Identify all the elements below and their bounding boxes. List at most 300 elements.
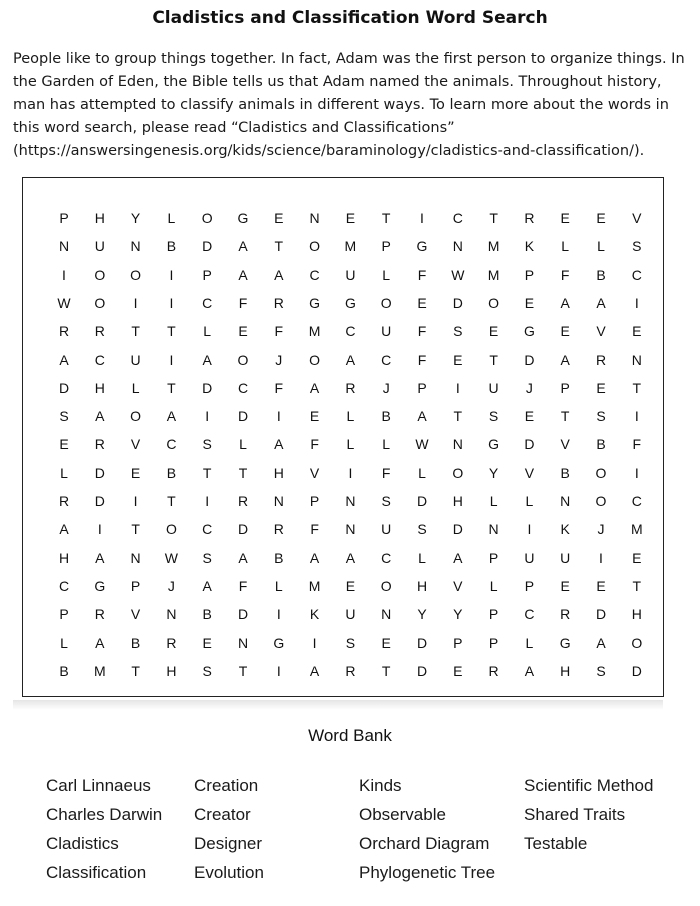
grid-letter[interactable]: D [202,238,213,255]
grid-letter[interactable]: P [130,577,141,594]
grid-letter[interactable]: J [167,577,175,594]
word-bank-item: Orchard Diagram [359,834,490,853]
grid-letter[interactable]: S [202,662,212,679]
grid-letter[interactable]: F [417,351,427,368]
grid-letter[interactable]: N [237,634,249,651]
grid-letter[interactable]: D [237,521,249,538]
grid-letter[interactable]: Y [453,606,463,623]
grid-letter[interactable]: L [60,634,68,651]
grid-letter[interactable]: A [560,294,570,311]
word-bank-item: Charles Darwin [46,805,163,824]
grid-letter[interactable]: T [453,408,463,425]
grid-letter[interactable]: P [309,493,320,509]
grid-letter[interactable]: J [525,379,533,396]
word-bank-item: Evolution [194,863,264,882]
grid-letter[interactable]: S [596,662,606,679]
grid-letter[interactable]: C [524,606,535,623]
grid-letter[interactable]: R [488,662,499,679]
grid-letter[interactable]: I [133,493,138,509]
grid-letter[interactable]: R [166,634,177,651]
grid-letter[interactable]: D [416,493,428,509]
grid-letter[interactable]: B [381,408,391,425]
grid-letter[interactable]: O [595,464,607,481]
grid-letter[interactable]: V [632,210,642,226]
grid-letter[interactable]: V [596,323,606,340]
grid-letter[interactable]: V [130,436,141,453]
grid-letter[interactable]: Y [488,464,499,481]
grid-letter[interactable]: E [274,210,284,226]
grid-letter[interactable]: W [57,294,71,311]
grid-letter[interactable]: L [418,549,426,566]
grid-letter[interactable]: U [524,549,535,566]
grid-letter[interactable]: C [237,379,249,396]
grid-letter[interactable]: A [59,351,69,368]
grid-letter[interactable]: P [59,210,69,226]
grid-letter[interactable]: F [632,436,642,453]
grid-letter[interactable]: O [380,577,392,594]
grid-letter[interactable]: L [382,266,391,283]
grid-letter[interactable]: G [416,238,428,255]
grid-letter[interactable]: B [130,634,141,651]
grid-letter[interactable]: P [488,634,499,651]
grid-letter[interactable]: V [309,464,320,481]
grid-letter[interactable]: L [382,436,391,453]
grid-letter[interactable]: D [94,464,105,481]
grid-letter[interactable]: I [205,493,210,509]
word-search-grid [22,177,664,697]
grid-letter[interactable]: C [94,351,105,368]
grid-letter[interactable]: T [381,662,391,679]
grid-letter[interactable]: I [634,408,639,425]
grid-letter[interactable]: A [417,408,427,425]
grid-letter[interactable]: T [238,662,248,679]
grid-letter[interactable]: E [632,549,642,566]
grid-letter[interactable]: P [488,549,499,566]
grid-letter[interactable]: B [596,266,606,283]
grid-letter[interactable]: V [130,606,141,623]
grid-letter[interactable]: A [345,549,356,566]
grid-letter[interactable]: U [560,549,571,566]
grid-letter[interactable]: G [559,634,571,651]
grid-letter[interactable]: S [453,323,463,340]
grid-letter[interactable]: N [166,606,177,623]
grid-letter[interactable]: R [94,436,105,453]
grid-letter[interactable]: F [238,577,248,594]
grid-letter[interactable]: R [94,606,105,623]
grid-letter[interactable]: A [274,436,284,453]
grid-letter[interactable]: T [167,323,176,340]
grid-letter[interactable]: A [309,549,320,566]
grid-letter[interactable]: G [237,210,249,226]
grid-letter[interactable]: C [381,351,392,368]
grid-letter[interactable]: L [131,379,140,396]
grid-letter[interactable]: B [59,662,69,679]
word-bank-item: Kinds [359,776,402,795]
grid-letter[interactable]: R [94,323,105,340]
grid-letter[interactable]: W [415,436,429,453]
grid-letter[interactable]: H [166,662,177,679]
grid-letter[interactable]: D [631,662,642,679]
grid-letter[interactable]: F [274,323,284,340]
grid-letter[interactable]: H [94,210,105,226]
grid-letter[interactable]: U [381,323,392,340]
grid-letter[interactable]: G [344,294,356,311]
grid-letter[interactable]: S [381,493,391,509]
grid-letter[interactable]: O [595,493,607,509]
grid-letter[interactable]: N [345,521,356,538]
grid-letter[interactable]: L [60,464,68,481]
grid-letter[interactable]: U [345,266,356,283]
grid-letter[interactable]: I [62,266,66,283]
grid-letter[interactable]: D [58,379,70,396]
word-bank-item: Phylogenetic Tree [359,863,496,882]
grid-letter[interactable]: T [131,662,140,679]
grid-letter[interactable]: A [238,238,248,255]
grid-letter[interactable]: L [489,493,498,509]
grid-letter[interactable]: O [201,210,213,226]
grid-letter[interactable]: F [310,521,319,538]
grid-letter[interactable]: A [309,379,320,396]
grid-letter[interactable]: H [273,464,284,481]
grid-letter[interactable]: A [95,408,105,425]
grid-letter[interactable]: H [452,493,463,509]
grid-letter[interactable]: O [488,294,500,311]
grid-letter[interactable]: G [523,323,535,340]
grid-letter[interactable]: U [130,351,141,368]
grid-letter[interactable]: F [381,464,391,481]
grid-letter[interactable]: C [166,436,177,453]
grid-letter[interactable]: A [95,634,105,651]
grid-letter[interactable]: E [130,464,141,481]
grid-letter[interactable]: E [560,323,570,340]
grid-letter[interactable]: L [346,436,355,453]
grid-letter[interactable]: K [309,606,320,623]
grid-letter[interactable]: I [420,210,424,226]
grid-letter[interactable]: A [560,351,570,368]
grid-letter[interactable]: V [524,464,535,481]
grid-letter[interactable]: O [452,464,464,481]
grid-letter[interactable]: C [631,266,642,283]
grid-letter[interactable]: E [453,662,463,679]
grid-letter[interactable]: R [595,351,607,368]
grid-letter[interactable]: N [273,493,284,509]
grid-letter[interactable]: G [94,577,106,594]
grid-letter[interactable]: R [524,210,535,226]
grid-letter[interactable]: I [276,606,281,623]
grid-letter[interactable]: C [345,323,356,340]
grid-letter[interactable]: E [560,577,570,594]
grid-letter[interactable]: A [345,351,356,368]
grid-letter[interactable]: V [453,577,463,594]
grid-letter[interactable]: R [273,521,284,538]
grid-letter[interactable]: H [560,662,571,679]
grid-letter[interactable]: E [381,634,391,651]
grid-letter[interactable]: D [595,606,607,623]
grid-letter[interactable]: L [274,577,283,594]
grid-letter[interactable]: O [380,294,392,311]
grid-letter[interactable]: C [309,266,320,283]
grid-letter[interactable]: N [560,493,571,509]
word-bank-item: Testable [524,834,588,853]
grid-letter[interactable]: E [453,351,463,368]
grid-letter[interactable]: D [452,294,463,311]
grid-letter[interactable]: L [418,464,426,481]
grid-letter[interactable]: T [131,323,140,340]
grid-letter[interactable]: I [599,549,603,566]
grid-letter[interactable]: E [524,294,535,311]
grid-letter[interactable]: M [344,238,357,255]
grid-letter[interactable]: B [166,464,177,481]
grid-letter[interactable]: D [94,493,105,509]
grid-letter[interactable]: P [524,577,535,594]
grid-letter[interactable]: C [58,577,70,594]
grid-letter[interactable]: D [524,351,535,368]
grid-letter[interactable]: D [524,436,535,453]
grid-letter[interactable]: C [452,210,463,226]
grid-letter[interactable]: E [345,577,356,594]
grid-letter[interactable]: D [452,521,463,538]
grid-letter[interactable]: O [165,521,177,538]
grid-letter[interactable]: T [489,210,498,226]
grid-letter[interactable]: A [202,577,212,594]
grid-letter[interactable]: R [237,493,249,509]
word-bank-item: Classification [46,863,147,882]
grid-letter[interactable]: P [488,606,499,623]
grid-letter[interactable]: A [596,634,606,651]
grid-letter[interactable]: S [417,521,427,538]
grid-letter[interactable]: C [631,493,642,509]
grid-letter[interactable]: P [524,266,535,283]
grid-letter[interactable]: T [167,379,176,396]
grid-letter[interactable]: Y [417,606,427,623]
grid-letter[interactable]: U [345,606,356,623]
grid-letter[interactable]: G [309,294,321,311]
grid-letter[interactable]: F [417,323,427,340]
grid-letter[interactable]: O [130,266,142,283]
grid-letter[interactable]: O [94,266,106,283]
grid-letter[interactable]: P [417,379,427,396]
grid-letter[interactable]: E [632,323,642,340]
grid-letter[interactable]: R [273,294,284,311]
grid-letter[interactable]: W [451,266,465,283]
grid-letter[interactable]: I [169,294,174,311]
grid-letter[interactable]: N [452,238,463,255]
grid-letter[interactable]: C [381,549,392,566]
grid-letter[interactable]: B [596,436,606,453]
grid-letter[interactable]: T [131,521,140,538]
grid-letter[interactable]: J [597,521,605,538]
grid-letter[interactable]: B [166,238,177,255]
grid-letter[interactable]: G [273,634,285,651]
grid-letter[interactable]: L [346,408,355,425]
grid-letter[interactable]: N [381,606,392,623]
grid-letter[interactable]: N [452,436,463,453]
grid-letter[interactable]: D [416,634,428,651]
grid-letter[interactable]: U [381,521,392,538]
grid-letter[interactable]: R [345,662,356,679]
grid-letter[interactable]: E [596,210,606,226]
grid-letter[interactable]: B [202,606,212,623]
grid-letter[interactable]: T [632,577,642,594]
grid-letter[interactable]: A [274,266,284,283]
grid-letter[interactable]: O [94,294,106,311]
grid-letter[interactable]: W [164,549,178,566]
grid-letter[interactable]: R [345,379,356,396]
grid-letter[interactable]: A [202,351,212,368]
grid-letter[interactable]: F [310,436,319,453]
grid-letter[interactable]: M [630,521,643,538]
grid-letter[interactable]: A [309,662,320,679]
grid-letter[interactable]: N [345,493,356,509]
grid-letter[interactable]: R [58,323,70,340]
grid-letter[interactable]: N [130,238,141,255]
grid-letter[interactable]: N [631,351,642,368]
letter-grid [23,178,663,696]
grid-letter[interactable]: M [308,577,321,594]
grid-letter[interactable]: E [596,379,606,396]
grid-letter[interactable]: T [202,464,212,481]
grid-letter[interactable]: C [202,521,213,538]
grid-letter[interactable]: T [238,464,248,481]
grid-letter[interactable]: M [308,323,321,340]
grid-letter[interactable]: P [453,634,463,651]
grid-letter[interactable]: O [130,408,142,425]
grid-letter[interactable]: A [238,266,248,283]
grid-letter[interactable]: I [169,266,174,283]
grid-letter[interactable]: H [416,577,428,594]
grid-letter[interactable]: L [167,210,176,226]
grid-letter[interactable]: L [203,323,212,340]
grid-letter[interactable]: T [560,408,570,425]
grid-letter[interactable]: J [382,379,390,396]
grid-letter[interactable]: Y [130,210,141,226]
grid-letter[interactable]: I [634,464,639,481]
grid-letter[interactable]: O [309,351,321,368]
grid-letter[interactable]: O [631,634,643,651]
grid-letter[interactable]: T [632,379,642,396]
grid-letter[interactable]: A [95,549,105,566]
grid-letter[interactable]: S [345,634,356,651]
grid-letter[interactable]: M [487,238,500,255]
grid-letter[interactable]: T [381,210,391,226]
grid-letter[interactable]: L [597,238,605,255]
grid-letter[interactable]: O [237,351,249,368]
grid-letter[interactable]: G [488,436,500,453]
grid-letter[interactable]: M [487,266,500,283]
grid-letter[interactable]: A [524,662,535,679]
grid-letter[interactable]: T [489,351,498,368]
grid-letter[interactable]: L [239,436,247,453]
grid-letter[interactable]: I [97,521,102,538]
grid-letter[interactable]: A [453,549,463,566]
grid-letter[interactable]: K [560,521,570,538]
grid-letter[interactable]: S [202,436,212,453]
grid-letter[interactable]: P [202,266,212,283]
grid-letter[interactable]: D [416,662,428,679]
grid-letter[interactable]: I [634,294,639,311]
grid-letter[interactable]: S [596,408,606,425]
grid-letter[interactable]: F [417,266,427,283]
word-bank-item: Creator [194,805,251,824]
grid-letter[interactable]: A [59,521,69,538]
grid-letter[interactable]: F [560,266,570,283]
grid-letter[interactable]: R [560,606,571,623]
grid-letter[interactable]: F [274,379,284,396]
grid-letter[interactable]: U [488,379,499,396]
grid-letter[interactable]: F [238,294,248,311]
grid-letter[interactable]: I [169,351,174,368]
grid-letter[interactable]: E [59,436,69,453]
word-bank-item: Carl Linnaeus [46,776,151,795]
grid-letter[interactable]: J [275,351,283,368]
grid-letter[interactable]: I [276,408,281,425]
grid-letter[interactable]: M [93,662,106,679]
grid-letter[interactable]: E [238,323,248,340]
grid-letter[interactable]: H [631,606,642,623]
grid-letter[interactable]: L [525,493,534,509]
grid-letter[interactable]: I [348,464,353,481]
grid-letter[interactable]: N [58,238,70,255]
grid-letter[interactable]: E [524,408,535,425]
grid-letter[interactable]: S [632,238,642,255]
grid-letter[interactable]: B [560,464,570,481]
grid-letter[interactable]: O [309,238,321,255]
grid-letter[interactable]: I [133,294,138,311]
grid-letter[interactable]: N [488,521,499,538]
grid-letter[interactable]: E [560,210,570,226]
grid-letter[interactable]: N [309,210,320,226]
grid-letter[interactable]: H [94,379,105,396]
grid-letter[interactable]: D [202,379,213,396]
grid-letter[interactable]: N [130,549,141,566]
grid-letter[interactable]: L [525,634,534,651]
grid-letter[interactable]: E [488,323,499,340]
grid-letter[interactable]: I [276,662,281,679]
grid-letter[interactable]: P [381,238,391,255]
grid-letter[interactable]: E [417,294,427,311]
grid-letter[interactable]: I [205,408,210,425]
grid-letter[interactable]: I [527,521,532,538]
grid-letter[interactable]: A [166,408,177,425]
grid-letter[interactable]: E [596,577,606,594]
grid-letter[interactable]: E [202,634,212,651]
grid-letter[interactable]: S [488,408,499,425]
grid-letter[interactable]: K [524,238,535,255]
grid-letter[interactable]: A [596,294,606,311]
grid-letter[interactable]: I [312,634,317,651]
grid-letter[interactable]: E [309,408,320,425]
grid-letter[interactable]: D [237,606,249,623]
grid-letter[interactable]: L [489,577,498,594]
grid-letter[interactable]: B [274,549,284,566]
grid-letter[interactable]: R [58,493,70,509]
grid-letter[interactable]: I [455,379,460,396]
grid-letter[interactable]: A [238,549,248,566]
grid-letter[interactable]: S [59,408,69,425]
grid-letter[interactable]: P [560,379,570,396]
grid-letter[interactable]: D [237,408,249,425]
grid-letter[interactable]: S [202,549,212,566]
grid-letter[interactable]: T [167,493,176,509]
grid-letter[interactable]: H [58,549,70,566]
grid-letter[interactable]: V [560,436,570,453]
grid-letter[interactable]: E [345,210,356,226]
grid-letter[interactable]: P [59,606,69,623]
grid-letter[interactable]: T [274,238,284,255]
grid-letter[interactable]: C [202,294,213,311]
grid-letter[interactable]: U [94,238,105,255]
grid-letter[interactable]: L [561,238,570,255]
